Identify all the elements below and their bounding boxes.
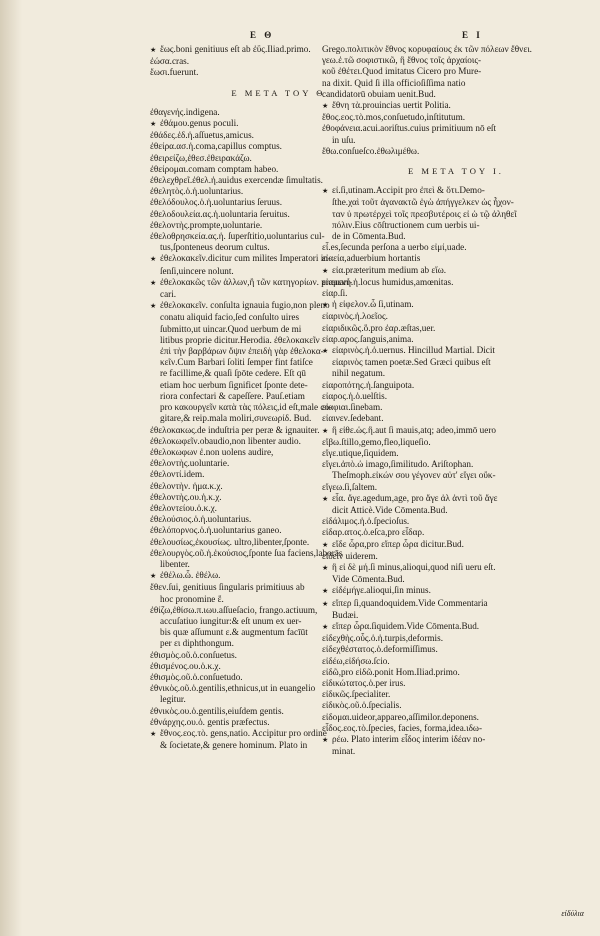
- dictionary-entry: ἐθείρομαι.comam comptam habeo.: [150, 163, 279, 174]
- dictionary-entry: πόλιν.Eius cōſtructionem cum uerbis ui-: [332, 219, 480, 230]
- dictionary-entry: ★ ἐθάμου.genus poculi.: [150, 118, 412, 130]
- dictionary-entry: εἰαρινὸς tamen poetæ.Sed Græci quibus eſt: [332, 357, 491, 368]
- dictionary-entry: re facillime,& quaſi ſpōte cedere. Eſt qū: [160, 368, 306, 379]
- dictionary-entry: ★ εἴπερ ſi,quandoquidem.Vide Commentaria: [322, 598, 590, 610]
- dictionary-entry: εἰδομαι.uideor,appareo,aſſimilor.deponens.: [322, 711, 479, 722]
- dictionary-entry: ἐθισμὸς.οῦ.ὁ.conſuetus.: [150, 649, 237, 660]
- dictionary-entry: ἐθισμὸς.οῦ.ὁ.conſuetudo.: [150, 671, 243, 682]
- dictionary-entry: εἰαινεν.ſedebant.: [322, 413, 384, 424]
- dictionary-entry: cari.: [160, 289, 177, 300]
- dictionary-entry: ἔθεν.ſui, genitiuus ſingularis primitiuus ab: [150, 582, 305, 593]
- dictionary-entry: εἰαεία,aduerbium hortantis: [322, 253, 421, 264]
- dictionary-entry: ἐθελεχθρεῖ.ἐθελ.ἡ.auidus exercendæ ſimultatis.: [150, 175, 323, 186]
- dictionary-entry: hoc pronomine ἕ.: [160, 593, 224, 604]
- dictionary-entry: ſthe.χαὶ τοῦτ ἀγανακτῶ ἐγὼ ἀπήγγελκεν ὡς ἦχον-: [332, 197, 514, 208]
- dictionary-entry: ἐθνάρχης.ου.ὁ. gentis præfectus.: [150, 716, 270, 727]
- dictionary-entry: εἶδος.εος.τὸ.ſpecies, facies, forma,idea.ιδω-: [322, 722, 483, 733]
- dictionary-entry: ★ ἐθέλω.ὧ. ἐθέλω.: [150, 570, 412, 582]
- dictionary-entry: γεω.ἐ.τῶ σοφιστικῶ, ἢ ἔθνος τοῖς ἀρχαίοις-: [322, 55, 482, 66]
- dictionary-entry: εἰαριδικῶς.ὃ.pro ἐαρ.æſtas,uer.: [322, 322, 436, 333]
- dictionary-entry: dicit Atticè.Vide Cōmenta.Bud.: [332, 504, 448, 515]
- dictionary-entry: ★ ἐθελοκακῶς τῶν ἀλλων,ἢ τῶν κατηγορίων. præuari-: [150, 277, 412, 289]
- dictionary-entry: in uſu.: [332, 134, 356, 145]
- dictionary-entry: ἐθελοκακως.de induſtria per peræ & ignauiter.: [150, 424, 320, 435]
- dictionary-entry: Vide Cōmenta.Bud.: [332, 574, 405, 585]
- dictionary-entry: ἐθισμένος.ου.ὁ.κ.χ.: [150, 660, 221, 671]
- section-heading: E META TOY Θ.: [231, 87, 331, 98]
- dictionary-entry: ἔθος.εος.τὸ.mos,conſuetudo,inſtitutum.: [322, 112, 466, 123]
- dictionary-entry: κεῖν.Cum Barbari ſoliti ſemper fint fatiſce: [160, 357, 313, 368]
- dictionary-entry: εἰαμενή.ἡ.locus humidus,amœnitas.: [322, 276, 454, 287]
- dictionary-entry: εἰαφιαι.ſinebam.: [322, 402, 383, 413]
- dictionary-entry: εἰαρ.ſi.: [322, 288, 348, 299]
- dictionary-entry: ἐπὶ τὴν βαρβάρων ὄψιν ἐπειδὴ γὰρ ἐθελοκα-: [160, 346, 324, 357]
- dictionary-entry: εἰδαρ.ατος.ὁ.eſca,pro εἶδαρ.: [322, 527, 425, 538]
- dictionary-entry: ἐώσα.cras.: [150, 56, 190, 67]
- dictionary-entry: εἰδῶ,pro εἰδῶ.ponit Hom.Iliad.primo.: [322, 666, 460, 677]
- dictionary-entry: ἐθελοντὴς.uoluntarie.: [150, 458, 230, 469]
- dictionary-entry: ★ ἡ εἰφελον.ὧ ſi,utinam.: [322, 299, 590, 311]
- dictionary-entry: ★ εἶα. ἄγε.agedum,age, pro ἄγε ἀλ ἀντὶ τοῦ ἄγε: [322, 493, 590, 505]
- dictionary-entry: εἰδάλιμος.ἡ.ὁ.ſpecioſus.: [322, 516, 410, 527]
- dictionary-entry: ἐθελόπορνος.ὁ.ἡ.uoluntarius ganeo.: [150, 525, 282, 536]
- dictionary-entry: ἐθνικὸς.ου.ὁ.gentilis,eiuſdem gentis.: [150, 705, 284, 716]
- dictionary-entry: per ει diphthongum.: [160, 638, 234, 649]
- dictionary-entry: ἐθελοθρησκεία.ας.ἡ. ſuperſtitio,uoluntarius cul-: [150, 231, 325, 242]
- dictionary-entry: εἰδεχθέστατος.ὁ.deformiſſimus.: [322, 644, 438, 655]
- dictionary-entry: ſubmitto,ut uincar.Quod uerbum de mi: [160, 323, 302, 334]
- page-gutter: [0, 0, 22, 936]
- dictionary-entry: ἐθελοντὴς.ου.ἡ.κ.χ.: [150, 491, 222, 502]
- dictionary-entry: ἐθελοντείου.ὁ.κ.χ.: [150, 502, 217, 513]
- dictionary-entry: ἐθαγενής.indigena.: [150, 106, 220, 117]
- dictionary-entry: Theſmoph.εἰκών σου γέγονεν αὐτ' εἴγει οὔκ-: [332, 470, 496, 481]
- dictionary-entry: ἐθελόδουλος.ὁ.ἡ.uoluntarius ſeruus.: [150, 197, 282, 208]
- dictionary-entry: ἐθίζω,ἐθίσω.π.ιωυ.aſſueſacio, frango.actiuum,: [150, 604, 318, 615]
- dictionary-entry: ★ εἰαρινὸς.ἡ.ὁ.uernus. Hincillud Martial. Dicit: [322, 345, 590, 357]
- dictionary-entry: libenter.: [160, 558, 190, 569]
- dictionary-entry: ἐθελοκωφων ἐ.non uolens audire,: [150, 446, 274, 457]
- dictionary-entry: accuſatiuo iungitur:& eſt unum ex uer-: [160, 615, 302, 626]
- dictionary-entry: εἴγει.ἀπὸ.ὡ imago,ſimilitudo. Ariſtophan.: [322, 459, 474, 470]
- dictionary-entry: ἐθνικὸς.οῦ.ὁ.gentilis,ethnicus,ut in euangelio: [150, 683, 316, 694]
- running-head-right: E I: [462, 30, 483, 40]
- dictionary-entry: ἐθελοδουλεία.ας.ἡ.uoluntaria ſeruitus.: [150, 208, 290, 219]
- dictionary-entry: ἐθείρα.ασ.ἡ.coma,capillus comptus.: [150, 141, 282, 152]
- dictionary-entry: εἰδικώτατος.ὁ.per irus.: [322, 677, 406, 688]
- dictionary-entry: ἔθω.conſueſco.ἐθωλιμέθω.: [322, 145, 420, 156]
- dictionary-entry: εἴγε.utique,ſiquidem.: [322, 447, 399, 458]
- dictionary-entry: ★ ἢ εἰθε.ὡς.ἢ.aut ſi mauis,atq; adeo,immō uero: [322, 425, 590, 437]
- dictionary-entry: εἰδικῶς.ſpecialiter.: [322, 689, 391, 700]
- dictionary-entry: κοῦ ἐθέτει.Quod imitatus Cicero pro Mure-: [322, 66, 482, 77]
- dictionary-entry: ἐθελοντὴς.prompte,uoluntarie.: [150, 219, 263, 230]
- dictionary-entry: Grego.πολιτικὸν ἔθνος κορυφαίους ἐκ τῶν πόλεων ἔθνει.: [322, 44, 532, 54]
- dictionary-entry: riora confectari & capeſſere. Pauſ.etiam: [160, 390, 305, 401]
- dictionary-entry: εἰαροπότης.ἡ.ſanguipota.: [322, 379, 415, 390]
- dictionary-entry: εἰαρος.ἡ.ὁ.uelſtis.: [322, 390, 388, 401]
- dictionary-entry: ★ ἐθελοκακεῖν. conſulta ignauia fugio,non pleno: [150, 300, 412, 312]
- dictionary-entry: de in Cōmenta.Bud.: [332, 231, 406, 242]
- dictionary-entry: conatu aliquid facio,ſed conſulto uires: [160, 312, 300, 323]
- dictionary-entry: εἴγεω.ſi,ſaltem.: [322, 481, 378, 492]
- dictionary-entry: ἐθελούσιος.ὁ.ἡ.uoluntarius.: [150, 514, 252, 525]
- dictionary-entry: ★ ἔθνη τὰ.prouincias uertit Politia.: [322, 100, 590, 112]
- dictionary-entry: εἰδέω,εἰδήσω.ſcio.: [322, 655, 390, 666]
- dictionary-entry: legitur.: [160, 694, 186, 705]
- dictionary-entry: pro κακουργεῖν κατὰ τὰς πόλεις,id eſt,male co-: [160, 402, 333, 413]
- dictionary-entry: εἰδικὸς.οῦ.ὁ.ſpecialis.: [322, 700, 402, 711]
- dictionary-entry: εἰαρ.αρος.ſanguis,anima.: [322, 333, 414, 344]
- dictionary-entry: gitare,& reip.mala moliri,συνεωρίδ. Bud.: [160, 413, 312, 424]
- dictionary-entry: ★ ἔθνος.εος.τὸ. gens,natio. Accipitur pro ordine: [150, 728, 412, 740]
- dictionary-entry: ἐθελοντί.idem.: [150, 469, 205, 480]
- dictionary-entry: Budæi.: [332, 609, 359, 620]
- dictionary-entry: ἐθάδες.ἐδ.ἡ.aſſuetus,amicus.: [150, 130, 254, 141]
- dictionary-entry: ἐθελοκωφεῖν.obaudio,non libenter audio.: [150, 435, 301, 446]
- dictionary-entry: candidatorū obuiam uenit.Bud.: [322, 88, 436, 99]
- dictionary-entry: ★ εἰ.ſi,utinam.Accipit pro ἐπεὶ & ὅτι.Demo-: [322, 185, 590, 197]
- catchword: εἰδύλια: [561, 909, 584, 918]
- dictionary-entry: na dixit. Quid ſi illa officioſiſſima natio: [322, 77, 466, 88]
- dictionary-entry: εἶ.es,ſecunda perſona a uerbo εἰμί,uade.: [322, 242, 467, 253]
- dictionary-entry: nihil negatum.: [332, 368, 386, 379]
- dictionary-entry: ★ εἰα.præteritum medium ab εἴω.: [322, 265, 590, 277]
- dictionary-entry: ★ ἢ εἰ δὲ μή.ſi minus,alioqui,quod niſi ueru eſt.: [322, 562, 590, 574]
- dictionary-entry: & ſocietate,& genere hominum. Plato in: [160, 740, 308, 751]
- dictionary-entry: ★ εἴδε ὧρα,pro εἴπερ ὧρα dicitur.Bud.: [322, 539, 590, 551]
- dictionary-entry: ἐθοφάνεια.acui.aoriſtus.cuius primitiuum nō eſt: [322, 123, 497, 134]
- dictionary-entry: ★ ἐθελοκακεῖν.dicitur cum milites Imperatori in-: [150, 253, 412, 265]
- dictionary-entry: ἔωσι.fuerunt.: [150, 67, 199, 78]
- dictionary-entry: ſenſi,uincere nolunt.: [160, 265, 234, 276]
- dictionary-entry: ★ ἔως.boni genitiuus eſt ab ἐΰς.Iliad.primo.: [150, 44, 412, 56]
- dictionary-entry: εἴβω.ſtillo,gemo,fleo,liqueſio.: [322, 436, 431, 447]
- dictionary-entry: ἐθελουσίως,ἐκουσίως. ultro,libenter,ſponte.: [150, 536, 310, 547]
- dictionary-entry: ἐθελητὸς.ὁ.ἡ.uoluntarius.: [150, 186, 244, 197]
- dictionary-entry: ἐθειρείζω,ἐθεσ.ἐθειρακάζω.: [150, 152, 252, 163]
- dictionary-entry: minat.: [332, 746, 356, 757]
- section-heading: E META TOY I.: [408, 166, 504, 177]
- dictionary-entry: bis quæ aſſumunt ε.& augmentum facīūt: [160, 627, 308, 638]
- dictionary-entry: litibus proprie dicitur.Herodia. ἐθελοκακεῖν: [160, 334, 320, 345]
- dictionary-entry: ταν ὑ πρωτέρχεὶ τοῖς πρεσβυτέροις εἰ ὡ τῷ ἀληθεῖ: [332, 208, 517, 219]
- dictionary-entry: ★ ρέω. Plato interim εἶδος interim ἰδέαν no-: [322, 734, 590, 746]
- dictionary-entry: εἰδεῖν uiderem.: [322, 550, 378, 561]
- dictionary-entry: εἰαρινὸς.ἡ.λοεῖος.: [322, 311, 388, 322]
- dictionary-entry: ἐθελουργὸς.οῦ.ἡ.ἐκούσιος,ſponte ſua faciens,laborās: [150, 547, 343, 558]
- dictionary-entry: εἰδεχθὴς.οὖς.ὁ.ἡ.turpis,deformis.: [322, 633, 443, 644]
- dictionary-entry: ἐθελοντὴν. ἡμα.κ.χ.: [150, 480, 223, 491]
- dictionary-entry: tus,ſponteneus deorum cultus.: [160, 242, 270, 253]
- dictionary-entry: ★ εἰδέμήγε.alioqui,ſin minus.: [322, 585, 590, 597]
- running-head-left: E Θ: [250, 30, 275, 40]
- right-column: [322, 44, 590, 757]
- dictionary-entry: etiam hoc uerbum ſignificet ſponte dete-: [160, 379, 308, 390]
- dictionary-entry: ★ εἴπερ ὧρα.ſiquidem.Vide Cōmenta.Bud.: [322, 621, 590, 633]
